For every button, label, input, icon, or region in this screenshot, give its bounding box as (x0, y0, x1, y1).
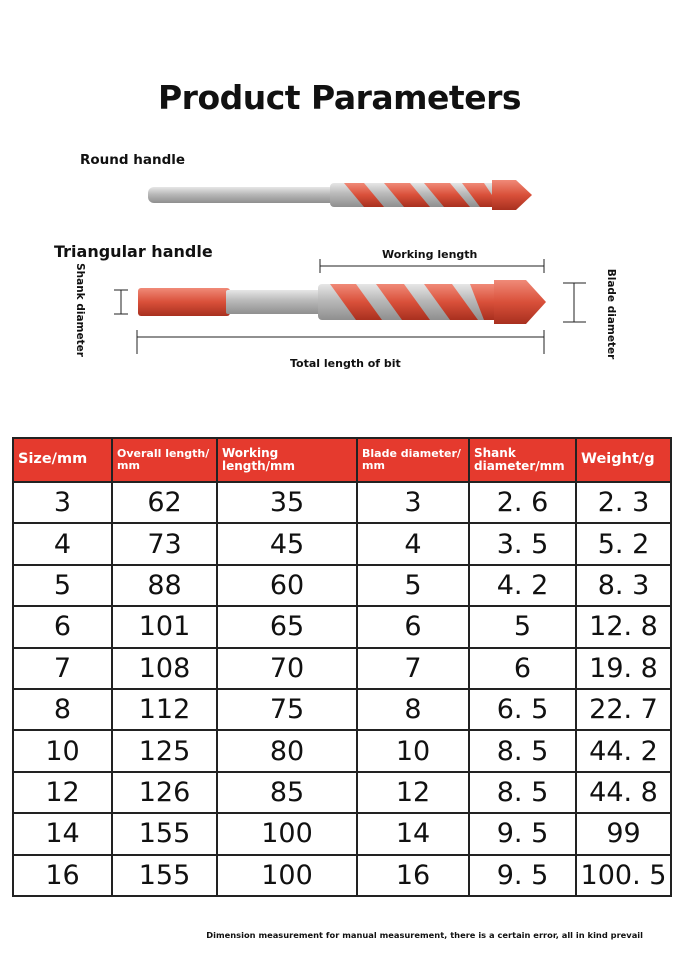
blade-diameter-label: Blade diameter (605, 268, 617, 360)
table-cell: 75 (217, 689, 357, 730)
parameters-table (12, 437, 672, 897)
table-cell: 4 (357, 523, 469, 564)
table-cell: 3 (357, 482, 469, 523)
table-cell: 16 (357, 855, 469, 896)
table-cell: 3. 5 (469, 523, 576, 564)
table-cell: 101 (112, 606, 217, 647)
table-cell: 14 (13, 813, 112, 854)
table-cell: 6. 5 (469, 689, 576, 730)
footnote: Dimension measurement for manual measurement, there is a certain error, all in kind prevail (206, 930, 643, 940)
table-cell: 35 (217, 482, 357, 523)
table-cell: 5 (469, 606, 576, 647)
table-cell: 10 (13, 730, 112, 771)
round-bit-tip (492, 180, 532, 210)
table-cell: 2. 6 (469, 482, 576, 523)
table-cell: 12 (13, 772, 112, 813)
column-header-working-length: Working length/mm (217, 438, 357, 482)
table-cell: 5 (13, 565, 112, 606)
table-cell: 9. 5 (469, 813, 576, 854)
round-bit-shank (148, 187, 348, 203)
table-cell: 125 (112, 730, 217, 771)
table-cell: 19. 8 (576, 648, 671, 689)
table-cell: 155 (112, 813, 217, 854)
table-row (13, 482, 671, 523)
table-cell: 16 (13, 855, 112, 896)
table-cell: 8 (357, 689, 469, 730)
table-cell: 99 (576, 813, 671, 854)
working-length-label: Working length (382, 248, 478, 261)
column-header-size: Size/mm (13, 438, 112, 482)
table-cell: 65 (217, 606, 357, 647)
table-cell: 70 (217, 648, 357, 689)
table-cell: 100. 5 (576, 855, 671, 896)
table-cell: 100 (217, 813, 357, 854)
table-row (13, 689, 671, 730)
table-row (13, 523, 671, 564)
table-cell: 5. 2 (576, 523, 671, 564)
table-cell: 8. 3 (576, 565, 671, 606)
table-cell: 5 (357, 565, 469, 606)
table-cell: 108 (112, 648, 217, 689)
table-cell: 44. 8 (576, 772, 671, 813)
table-row (13, 813, 671, 854)
table-cell: 9. 5 (469, 855, 576, 896)
table-cell: 8 (13, 689, 112, 730)
table-row (13, 855, 671, 896)
table-cell: 22. 7 (576, 689, 671, 730)
table-row (13, 730, 671, 771)
triangular-handle-label: Triangular handle (54, 242, 213, 261)
column-header-overall-length: Overall length/ mm (112, 438, 217, 482)
table-cell: 112 (112, 689, 217, 730)
table-cell: 6 (469, 648, 576, 689)
shank-diameter-label: Shank diameter (74, 263, 86, 357)
table-cell: 2. 3 (576, 482, 671, 523)
table-cell: 155 (112, 855, 217, 896)
table-cell: 3 (13, 482, 112, 523)
table-cell: 7 (357, 648, 469, 689)
table-cell: 8. 5 (469, 730, 576, 771)
table-cell: 14 (357, 813, 469, 854)
table-cell: 12. 8 (576, 606, 671, 647)
table-cell: 6 (13, 606, 112, 647)
table-cell: 44. 2 (576, 730, 671, 771)
table-header-row (13, 438, 671, 482)
table-cell: 100 (217, 855, 357, 896)
table-cell: 12 (357, 772, 469, 813)
table-cell: 80 (217, 730, 357, 771)
table-row (13, 772, 671, 813)
column-header-weight: Weight/g (576, 438, 671, 482)
column-header-shank-diameter: Shank diameter/mm (469, 438, 576, 482)
triangular-bit-tip (494, 280, 546, 324)
table-cell: 73 (112, 523, 217, 564)
table-cell: 62 (112, 482, 217, 523)
table-cell: 88 (112, 565, 217, 606)
table-cell: 45 (217, 523, 357, 564)
round-handle-label: Round handle (80, 152, 186, 168)
table-row (13, 565, 671, 606)
table-cell: 10 (357, 730, 469, 771)
column-header-blade-diameter: Blade diameter/ mm (357, 438, 469, 482)
page-title: Product Parameters (157, 78, 522, 117)
table-cell: 6 (357, 606, 469, 647)
table-cell: 85 (217, 772, 357, 813)
triangular-handle-bit (138, 280, 546, 324)
table-cell: 7 (13, 648, 112, 689)
table-cell: 8. 5 (469, 772, 576, 813)
table-cell: 126 (112, 772, 217, 813)
table-row (13, 606, 671, 647)
table-cell: 4 (13, 523, 112, 564)
round-handle-bit (148, 180, 532, 210)
triangular-bit-handle (138, 288, 230, 316)
table-cell: 4. 2 (469, 565, 576, 606)
table-cell: 60 (217, 565, 357, 606)
total-length-label: Total length of bit (290, 357, 401, 370)
table-row (13, 648, 671, 689)
